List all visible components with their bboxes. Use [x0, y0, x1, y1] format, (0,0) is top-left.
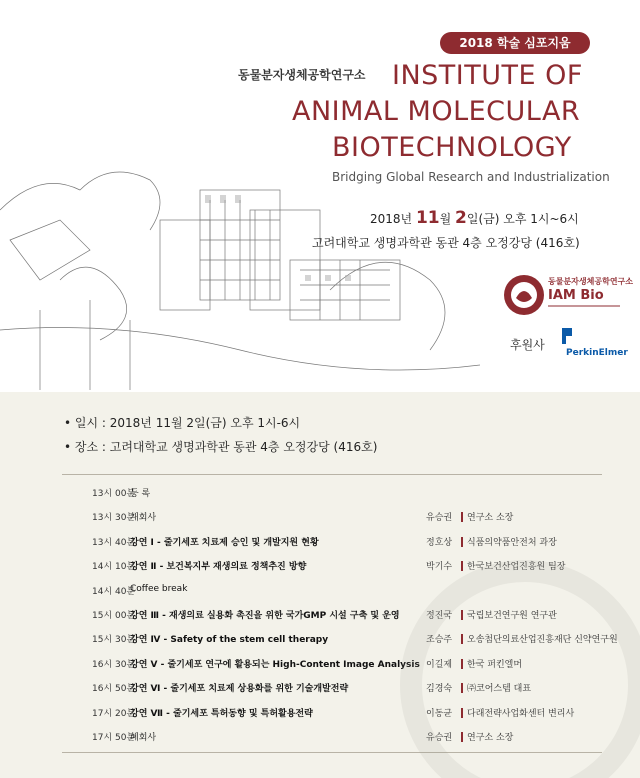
schedule-time: 16시 30분	[92, 659, 136, 670]
date-month-unit: 월	[439, 212, 456, 226]
schedule-title: 강연 Ⅳ - Safety of the stem cell therapy	[130, 635, 329, 646]
info-date-line: • 일시 : 2018년 11월 2일(금) 오후 1시-6시	[64, 416, 301, 430]
schedule-affiliation: 식품의약품안전처 과장	[467, 537, 557, 548]
logo-iam-text: IAM Bio	[548, 288, 604, 303]
divider-line	[62, 474, 602, 475]
schedule-affiliation: 한국 퍼킨엘머	[467, 659, 523, 670]
speaker-divider	[461, 537, 463, 547]
institute-subtitle: Bridging Global Research and Industrialization	[332, 170, 610, 184]
institute-english-line1: INSTITUTE OF	[392, 60, 583, 91]
schedule-speaker: 이동균	[426, 708, 453, 719]
schedule-speaker: 김경숙	[426, 684, 453, 695]
schedule-time: 17시 50분	[92, 733, 136, 743]
schedule-speaker: 정호상	[426, 537, 453, 548]
schedule-affiliation: 다래전략사업화센터 변리사	[467, 708, 575, 719]
schedule-speaker: 이길제	[426, 659, 453, 670]
speaker-divider	[461, 561, 463, 571]
schedule-title: 강연 Ⅴ - 줄기세포 연구에 활용되는 High-Content Image Analysis	[130, 659, 420, 670]
campus-sketch-illustration	[0, 150, 480, 392]
institute-english-line3: BIOTECHNOLOGY	[332, 132, 572, 163]
date-month: 11	[415, 208, 440, 228]
schedule-time: 15시 30분	[92, 635, 136, 646]
institute-korean-name: 동물분자생체공학연구소	[238, 68, 366, 82]
logo-korean-text: 동물분자생체공학연구소	[548, 277, 634, 286]
date-time: 일(금) 오후 1시~6시	[466, 212, 579, 226]
info-place-line: • 장소 : 고려대학교 생명과학관 동관 4층 오정강당 (416호)	[64, 440, 378, 454]
schedule-title: 강연 Ⅲ - 재생의료 실용화 촉진을 위한 국가GMP 시설 구축 및 운영	[130, 611, 400, 621]
speaker-divider	[461, 512, 463, 522]
event-venue: 고려대학교 생명과학관 동관 4층 오정강당 (416호)	[312, 236, 580, 250]
schedule-time: 16시 50분	[92, 684, 136, 695]
date-year: 2018년	[370, 212, 416, 226]
schedule-speaker: 유승권	[426, 733, 453, 743]
schedule-title: 강연 Ⅶ - 줄기세포 특허동향 및 특허활용전략	[130, 708, 313, 719]
schedule-affiliation: 연구소 소장	[467, 733, 514, 743]
sponsor-name: PerkinElmer	[566, 348, 628, 358]
schedule-speaker: 조승주	[426, 635, 453, 646]
schedule-row	[0, 531, 640, 553]
schedule-time: 13시 30분	[92, 513, 136, 524]
schedule-speaker: 박기수	[426, 562, 453, 573]
date-day: 2	[455, 208, 467, 228]
schedule-time: 13시 40분	[92, 537, 136, 548]
schedule-affiliation: ㈜코어스템 대표	[467, 684, 532, 695]
schedule-speaker: 정진국	[426, 611, 453, 621]
schedule-time: 13시 00분	[92, 489, 136, 499]
schedule-title: 폐회사	[130, 733, 157, 743]
schedule-affiliation: 국립보건연구원 연구관	[467, 611, 557, 621]
perkinelmer-logo-icon	[560, 326, 574, 346]
schedule-time: 14시 10분	[92, 562, 136, 573]
event-date	[370, 208, 579, 228]
schedule-row	[0, 506, 640, 528]
schedule-affiliation: 오송첨단의료산업진흥재단 신약연구원	[467, 635, 618, 646]
schedule-title: 등 록	[130, 489, 151, 499]
sponsor-label: 후원사	[510, 338, 545, 352]
schedule-title: 개회사	[130, 513, 157, 524]
schedule-time: 15시 00분	[92, 611, 136, 621]
schedule-title: Coffee break	[130, 583, 188, 594]
schedule-time: 14시 40분	[92, 586, 136, 597]
schedule-affiliation: 연구소 소장	[467, 513, 514, 524]
schedule-row	[0, 482, 640, 504]
schedule-speaker: 유승권	[426, 513, 453, 524]
schedule-affiliation: 한국보건산업진흥원 팀장	[467, 562, 566, 573]
schedule-title: 강연 Ⅱ - 보건복지부 재생의료 정책추진 방향	[130, 562, 307, 573]
schedule-title: 강연 Ⅵ - 줄기세포 치료제 상용화를 위한 기술개발전략	[130, 684, 349, 695]
schedule-title: 강연 Ⅰ - 줄기세포 치료제 승인 및 개발지원 현황	[130, 537, 319, 548]
institute-english-line2: ANIMAL MOLECULAR	[292, 96, 581, 127]
schedule-time: 17시 20분	[92, 708, 136, 719]
symposium-badge: 2018 학술 심포지움	[440, 32, 590, 54]
